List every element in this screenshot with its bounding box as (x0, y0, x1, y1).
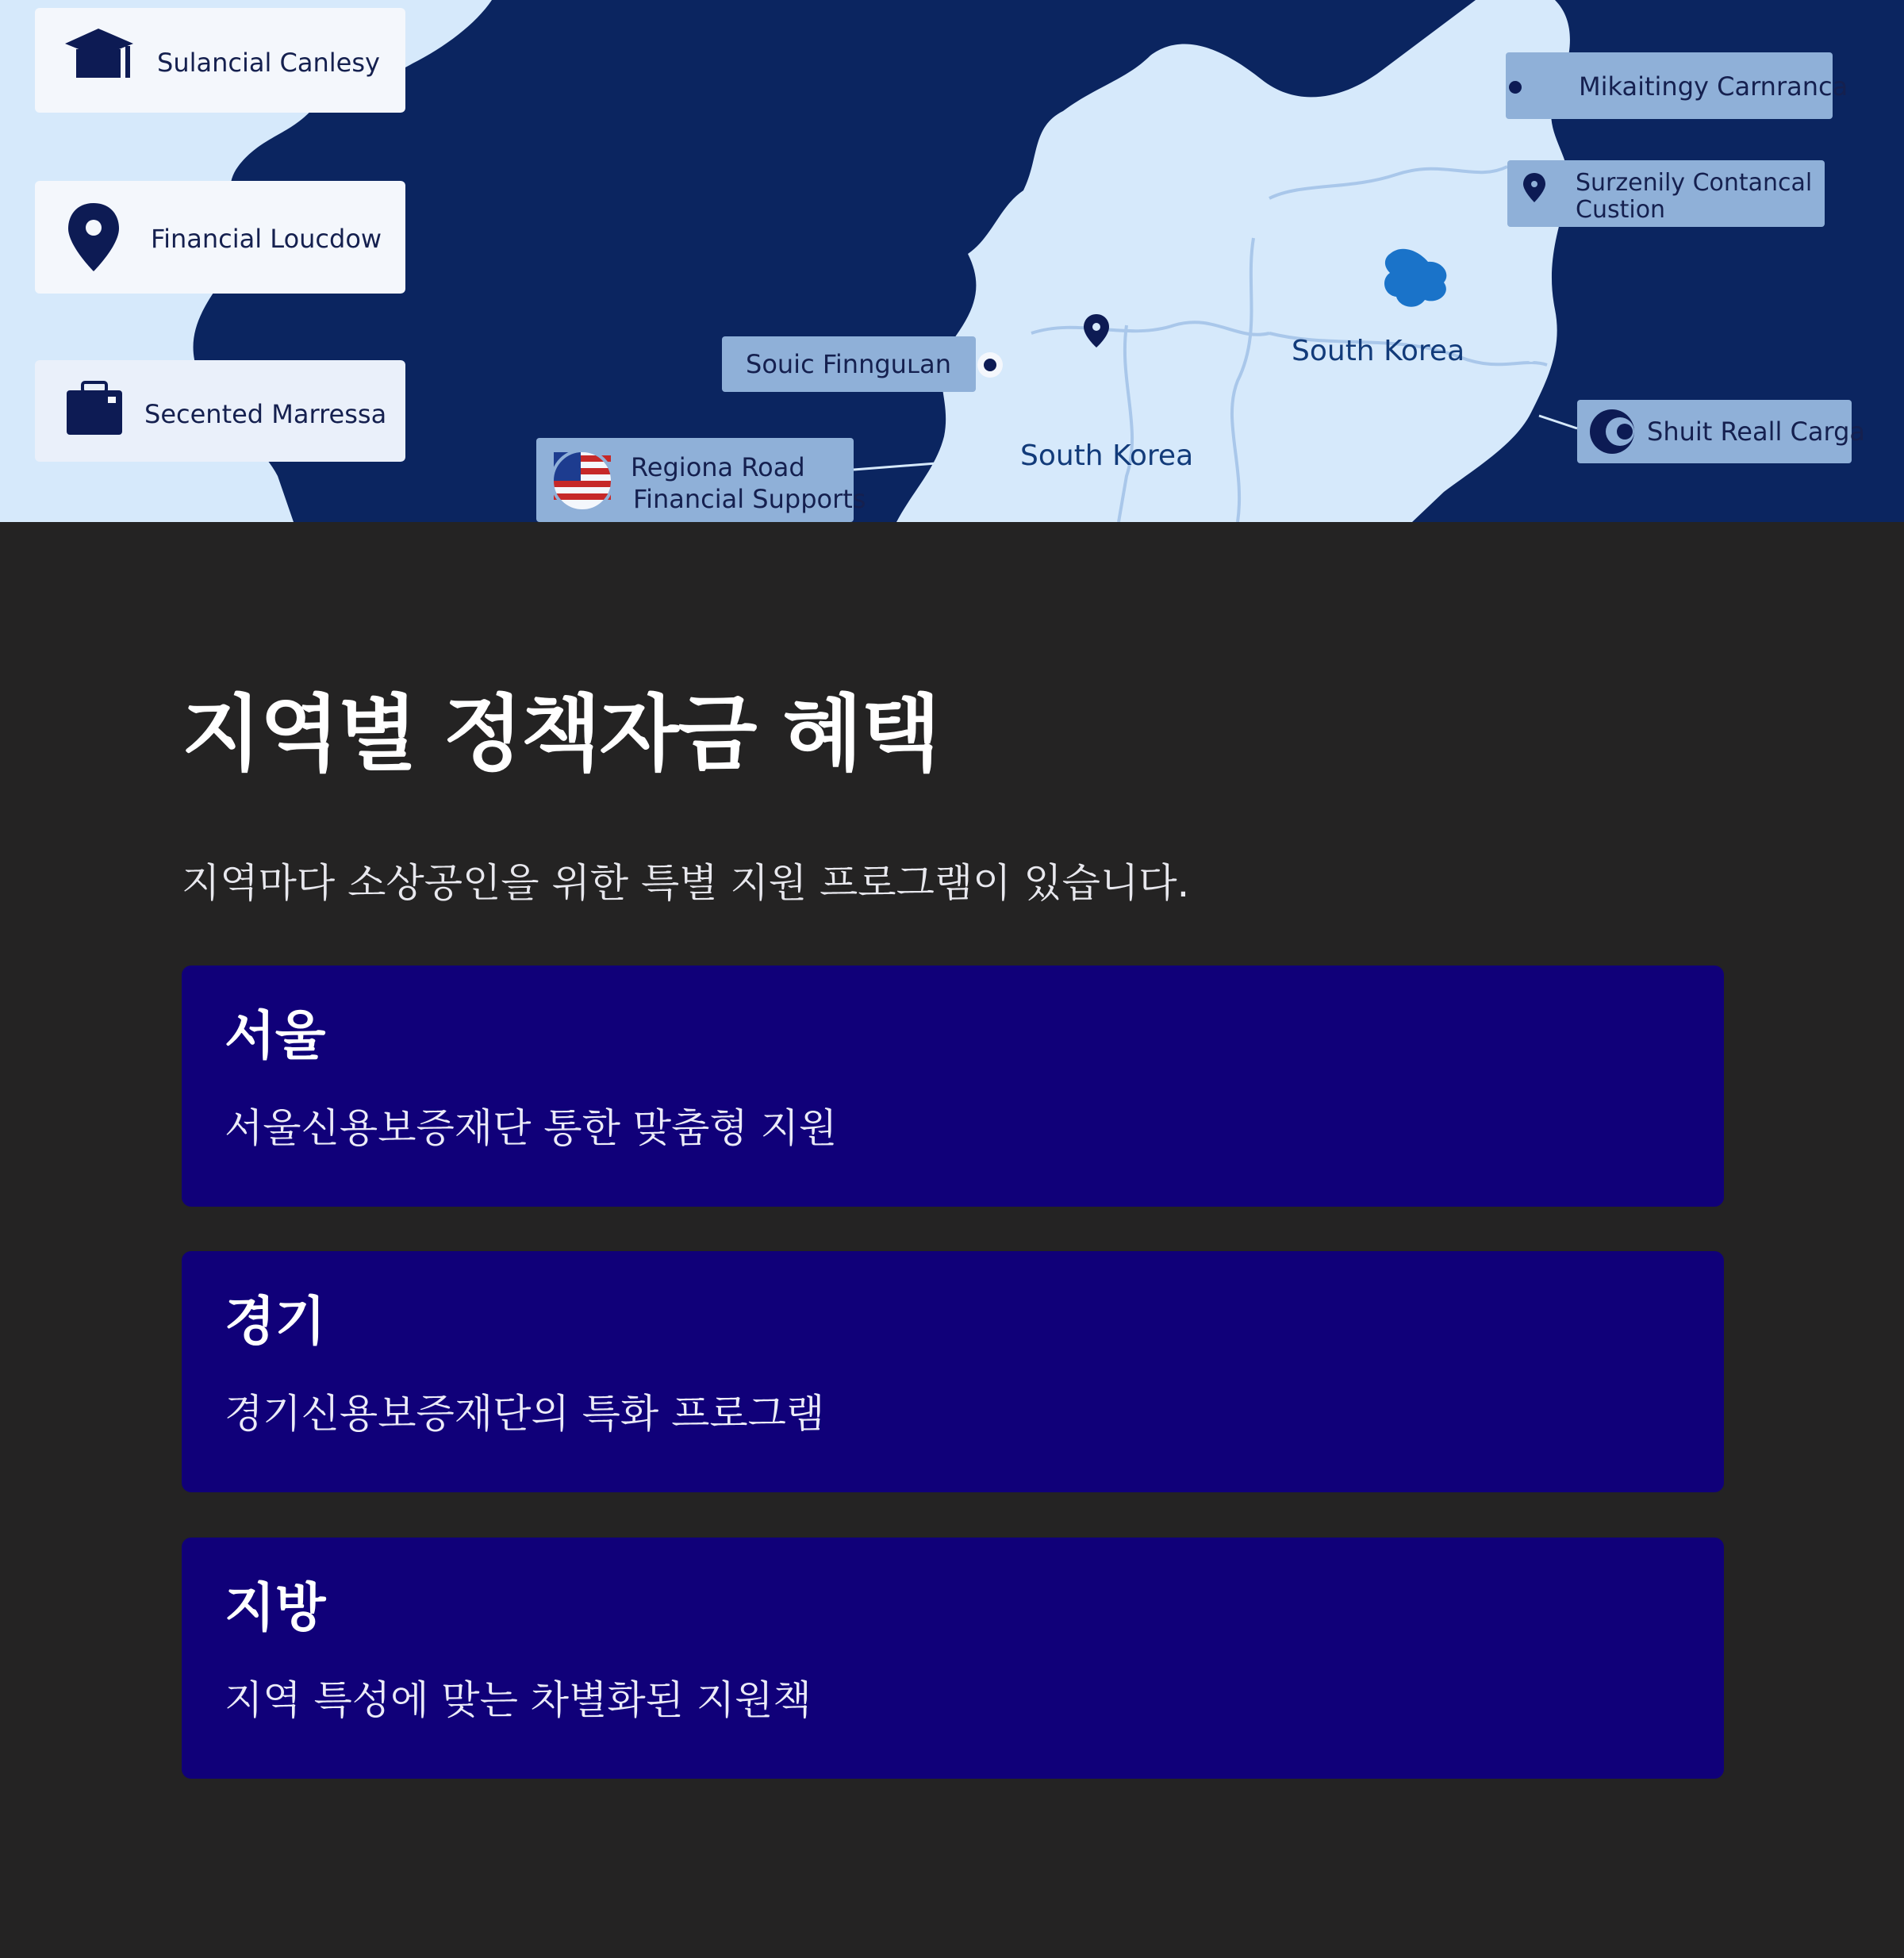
label-souic (722, 336, 1003, 392)
svg-text:Secented Marressa: Secented Marressa (144, 399, 387, 429)
card-financial (35, 181, 405, 294)
label-shuit (1539, 400, 1865, 463)
region-card-title: 경기 (225, 1291, 326, 1352)
svg-text:Mikaitingy Carnranca: Mikaitingy Carnranca (1579, 71, 1848, 102)
svg-text:Custion: Custion (1576, 196, 1666, 224)
map-label-south-korea-west: South Korea (1020, 440, 1194, 472)
svg-text:Financial Loucdow: Financial Loucdow (151, 224, 382, 254)
card-sulancial (35, 8, 405, 113)
region-card-title: 지방 (225, 1577, 326, 1638)
region-card-desc: 서울신용보증재단 통한 맞춤형 지원 (225, 1105, 838, 1151)
map-label-south-korea-east: South Korea (1292, 335, 1465, 367)
region-card-gyeonggi[interactable] (182, 1251, 1724, 1492)
page-subtitle: 지역마다 소상공인을 위한 특별 지원 프로그램이 있습니다. (182, 860, 1190, 906)
svg-text:Regiona Road: Regiona Road (631, 452, 805, 482)
region-card-local[interactable] (182, 1538, 1724, 1779)
moon-logo-icon (1590, 409, 1634, 454)
region-card-title: 서울 (225, 1005, 326, 1066)
korea-map-illustration (0, 0, 1904, 522)
svg-text:Surzenily Contancal: Surzenily Contancal (1576, 169, 1813, 197)
region-card-desc: 지역 특성에 맞는 차별화된 지원책 (225, 1677, 812, 1723)
svg-text:Souic Finnguʟan: Souic Finnguʟan (746, 349, 952, 379)
region-benefits-section (0, 522, 1904, 1958)
svg-text:Financial Supports: Financial Supports (633, 484, 866, 514)
svg-text:Shuit Reall Carga: Shuit Reall Carga (1647, 417, 1865, 447)
svg-text:Sulancial Canlesy: Sulancial Canlesy (157, 48, 380, 78)
hero-map-image (0, 0, 1904, 522)
us-flag-icon (552, 451, 612, 511)
label-mikaitingy (1506, 52, 1848, 119)
card-secented (35, 360, 405, 462)
page-title: 지역별 정책자금 혜택 (182, 685, 939, 782)
region-card-seoul[interactable] (182, 966, 1724, 1207)
region-card-desc: 경기신용보증재단의 특화 프로그램 (225, 1391, 825, 1437)
label-surzenily (1507, 160, 1825, 227)
